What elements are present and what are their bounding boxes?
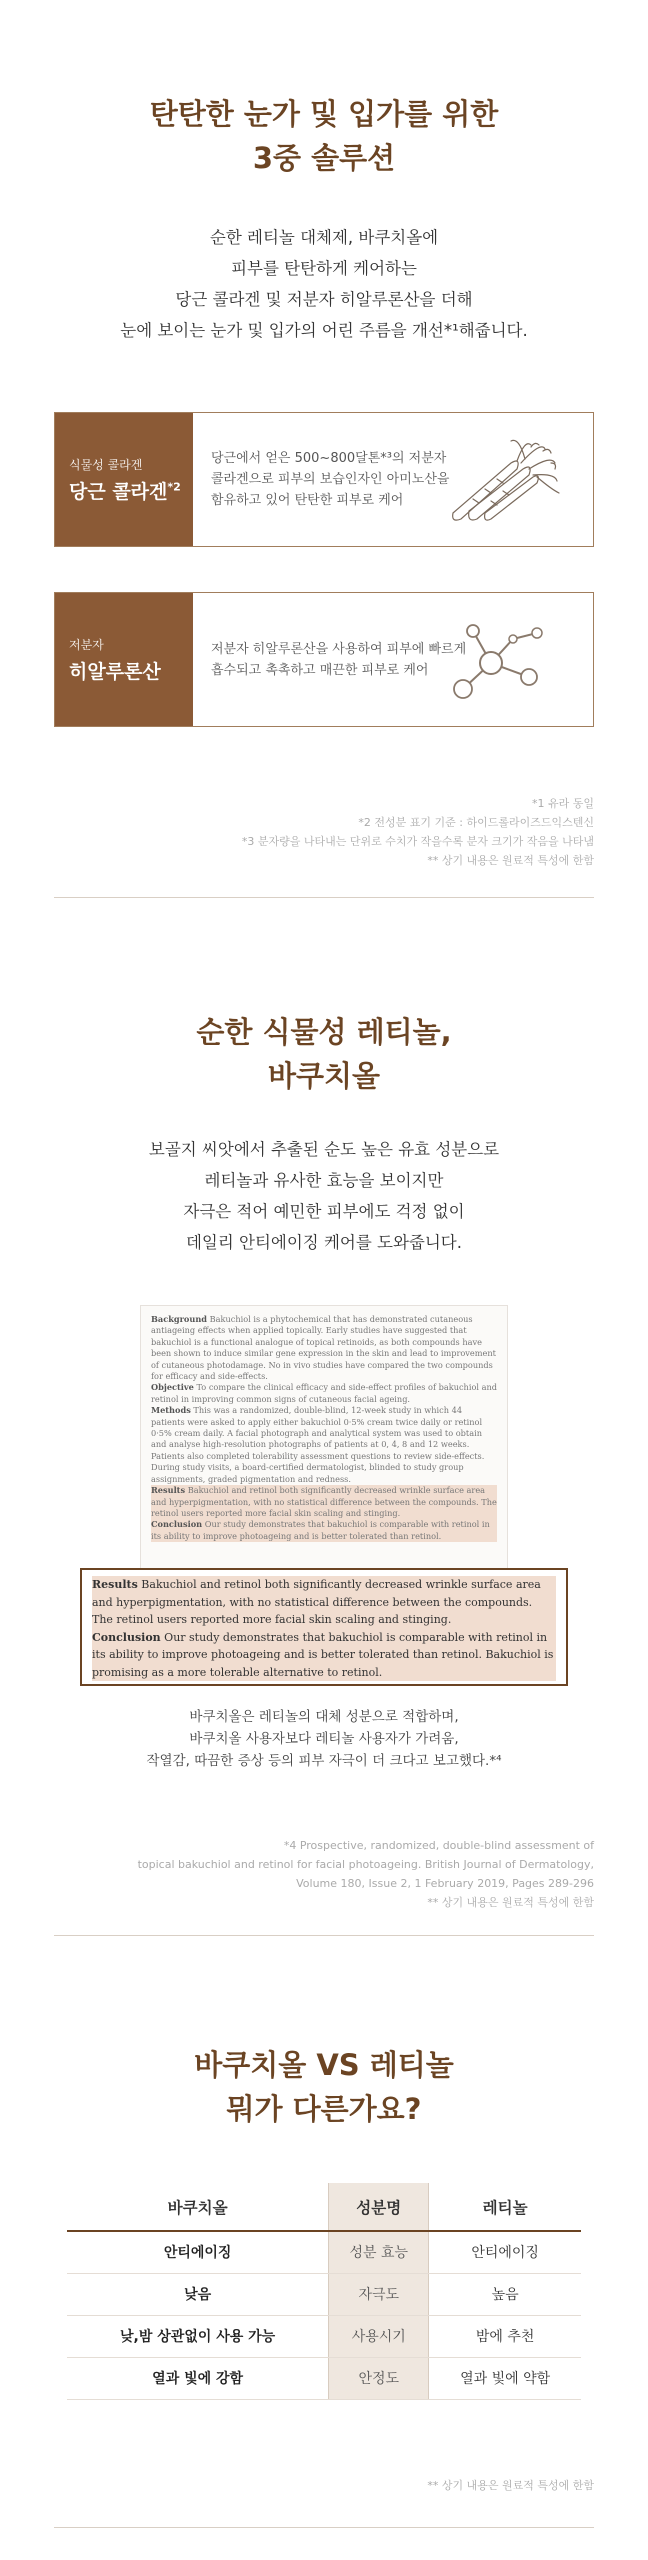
ingredient-card-hyaluronic-acid	[54, 592, 594, 727]
section3-footnote: ** 상기 내용은 원료적 특성에 한함	[427, 2479, 594, 2492]
section-divider	[54, 1935, 594, 1936]
research-paper-highlight-zoom: Results Bakuchiol and retinol both significantly decreased wrinkle surface area and hyperpigmentation, with no statistical difference between the compounds. The retinol users reported more facial skin scaling and stinging. Conclusion Our study demonstrates that bakuchiol is comparable with retinol in its ability to improve photoageing and is better tolerated than retinol. Bakuchiol is promising as a more tolerable alternative to retinol.	[80, 1568, 568, 1686]
column-header-bakuchiol: 바쿠치올	[67, 2183, 329, 2231]
research-paper-excerpt: Background Bakuchiol is a phytochemical that has demonstrated cutaneous antiageing effects when applied topically. Early studies have suggested that bakuchiol is a functional analogue of topical retinoids, as both compounds have been shown to induce similar gene expression in the skin and lead to improvement of cutaneous photodamage. No in vivo studies have compared the two compounds for efficacy and side-effects. Objective To compare the clinical efficacy and side-effect profiles of bakuchiol and retinol in improving common signs of cutaneous facial ageing. Methods This was a randomized, double-blind, 12-week study in which 44 patients were asked to apply either bakuchiol 0·5% cream twice daily or retinol 0·5% cream daily. A facial photograph and analytical system was used to obtain and analyse high-resolution photographs of patients at 0, 4, 8 and 12 weeks. Patients also completed tolerability assessment questions to review side-effects. During study visits, a board-certified dermatologist, blinded to study group assignments, graded pigmentation and redness. Results Bakuchiol and retinol both significantly decreased wrinkle surface area and hyperpigmentation, with no statistical difference between the compounds. The retinol users reported more facial skin scaling and stinging. Conclusion Our study demonstrates that bakuchiol is comparable with retinol in its ability to improve photoageing and is better tolerated than retinol.	[140, 1305, 508, 1573]
section2-title: 순한 식물성 레티놀, 바쿠치올	[196, 1015, 452, 1093]
molecule-illustration-icon	[433, 613, 563, 708]
section1-title: 탄탄한 눈가 및 입가를 위한 3중 솔루션	[149, 97, 499, 175]
table-row: 안티에이징 성분 효능 안티에이징	[67, 2231, 581, 2273]
ingredient-name: 히알루론산	[69, 660, 161, 683]
column-header-retinol: 레티놀	[429, 2183, 581, 2231]
ingredient-card-text: 당근에서 얻은 500~800달톤*³의 저분자 콜라겐으로 피부의 보습인자인 아미노산을 함유하고 있어 탄탄한 피부로 케어	[211, 451, 450, 508]
section1-description: 순한 레티놀 대체제, 바쿠치올에 피부를 탄탄하게 케어하는 당근 콜라겐 및 저분자 히알루론산을 더해 눈에 보이는 눈가 및 입가의 어린 주름을 개선*¹해줍니다.	[120, 228, 528, 340]
section-divider	[54, 2527, 594, 2528]
column-header-ingredient: 성분명	[329, 2183, 429, 2231]
section3-title: 바쿠치올 VS 레티놀 뭐가 다른가요?	[194, 2048, 454, 2126]
carrot-illustration-icon	[433, 433, 563, 528]
section-divider	[54, 897, 594, 898]
table-row: 낮음 자극도 높음	[67, 2273, 581, 2315]
section2-description: 보골지 씨앗에서 추출된 순도 높은 유효 성분으로 레티놀과 유사한 효능을 보이지만 자극은 적어 예민한 피부에도 걱정 없이 데일리 안티에이징 케어를 도와줍니다.	[148, 1140, 500, 1252]
table-row: 낮,밤 상관없이 사용 가능 사용시기 밤에 추천	[67, 2315, 581, 2357]
ingredient-card-text: 저분자 히알루론산을 사용하여 피부에 빠르게 흡수되고 촉촉하고 매끈한 피부로 케어	[211, 641, 467, 678]
table-row: 열과 빛에 강함 안정도 열과 빛에 약함	[67, 2357, 581, 2399]
section2-citation-summary: 바쿠치올은 레티놀의 대체 성분으로 적합하며, 바쿠치올 사용자보다 레티놀 사용자가 가려움, 작열감, 따끔한 증상 등의 피부 자극이 더 크다고 보고했다.*⁴	[146, 1709, 502, 1769]
ingredient-card-label: 식물성 콜라겐 당근 콜라겐$^{*2}$	[55, 413, 193, 546]
table-header-row	[67, 2183, 581, 2231]
section1-footnotes: *1 유라 동일 *2 전성분 표기 기준 : 하이드롤라이즈드익스텐신 *3 분자량을 나타내는 단위로 수치가 작을수록 분자 크기가 작음을 나타냄 ** 상기 내용은 원료적 특성에 한함	[241, 797, 594, 867]
section2-footnotes: *4 Prospective, randomized, double-blind assessment of topical bakuchiol and retinol for facial photoageing. British Journal of Dermatology, Volume 180, Issue 2, 1 February 2019, Pages 289-296 ** 상기 내용은 원료적 특성에 한함	[137, 1839, 594, 1909]
comparison-table	[67, 2183, 581, 2400]
ingredient-card-carrot-collagen	[54, 412, 594, 547]
ingredient-name: 당근 콜라겐	[69, 480, 168, 503]
ingredient-card-label: 저분자 히알루론산	[55, 593, 193, 726]
